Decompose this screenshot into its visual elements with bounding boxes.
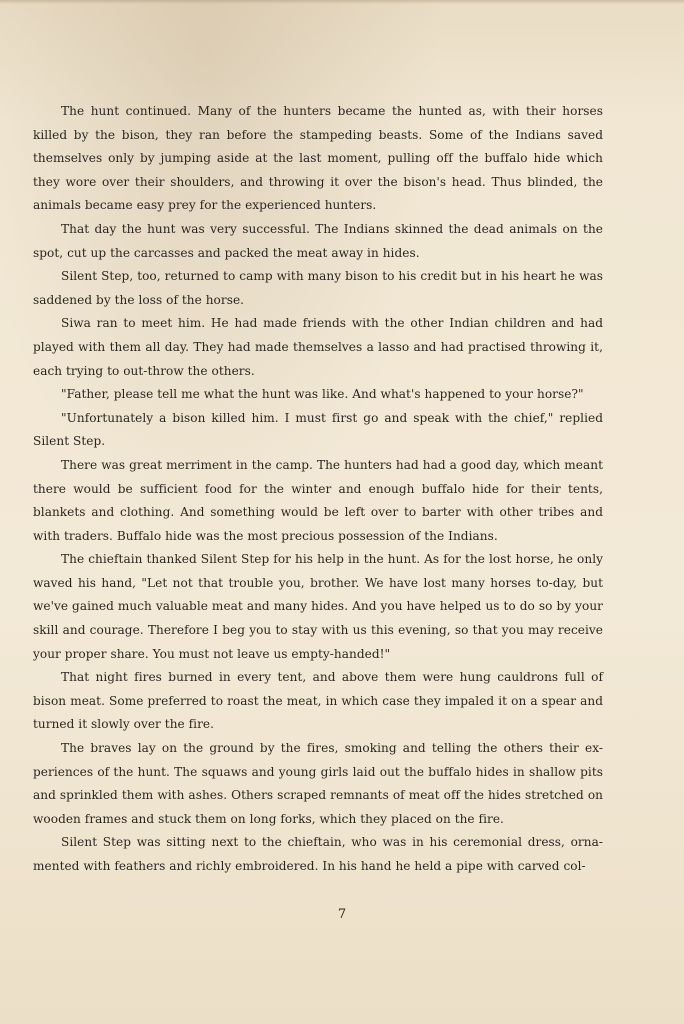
paragraph: Siwa ran to meet him. He had made friends with the other Indian children and had played with them all day. They had made themselves a lasso and had practised throwing it, each trying to out-throw the others. — [33, 316, 603, 378]
paragraph: "Unfortunately a bison killed him. I must first go and speak with the chief," replied Silent Step. — [33, 410, 603, 449]
paragraph: Silent Step was sitting next to the chieftain, who was in his ceremonial dress, orna-mented with feathers and richly embroidered. In his hand he held a pipe with carved col- — [33, 835, 603, 873]
paragraph: The chieftain thanked Silent Step for his help in the hunt. As for the lost horse, he only waved his hand, "Let not that trouble you, brother. We have lost many horses to-day, but we've gained much valuable meat and many hides. And you have helped us to do so by your skill and courage. Therefore I beg you to stay with us this evening, so that you may receive your proper share. You must not leave us empty-handed!" — [33, 552, 603, 661]
page-number: 7 — [337, 907, 347, 922]
paragraph: That night fires burned in every tent, and above them were hung cauldrons full of bison meat. Some preferred to roast the meat, in which case they impaled it on a spear and turned it slowly over the fire. — [33, 670, 603, 732]
body-text — [33, 100, 603, 879]
paragraph: The braves lay on the ground by the fires, smoking and telling the others their ex-periences of the hunt. The squaws and young girls laid out the buffalo hides in shallow pits and sprinkled them with ashes. Others scraped remnants of meat off the hides stretched on wooden frames and stuck them on long forks, which they placed on the fire. — [33, 741, 603, 826]
paragraph: There was great merriment in the camp. The hunters had had a good day, which meant there would be sufficient food for the winter and enough buffalo hide for their tents, blankets and clothing. And something would be left over to barter with other tribes and with traders. Buffalo hide was the most precious possession of the Indians. — [33, 457, 603, 543]
paragraph: "Father, please tell me what the hunt was like. And what's happened to your horse?" — [61, 387, 584, 402]
paragraph: Silent Step, too, returned to camp with many bison to his credit but in his heart he was saddened by the loss of the horse. — [33, 269, 603, 307]
paragraph: That day the hunt was very successful. The Indians skinned the dead animals on the spot, cut up the carcasses and packed the meat away in hides. — [33, 221, 603, 260]
paragraph: The hunt continued. Many of the hunters became the hunted as, with their horses killed by the bison, they ran before the stampeding beasts. Some of the Indians saved themselves only by jumping aside at the last moment, pulling off the buffalo hide which they wore over their shoulders, and throwing it over the bison's head. Thus blinded, the animals became easy prey for the experienced hunters. — [33, 104, 603, 213]
